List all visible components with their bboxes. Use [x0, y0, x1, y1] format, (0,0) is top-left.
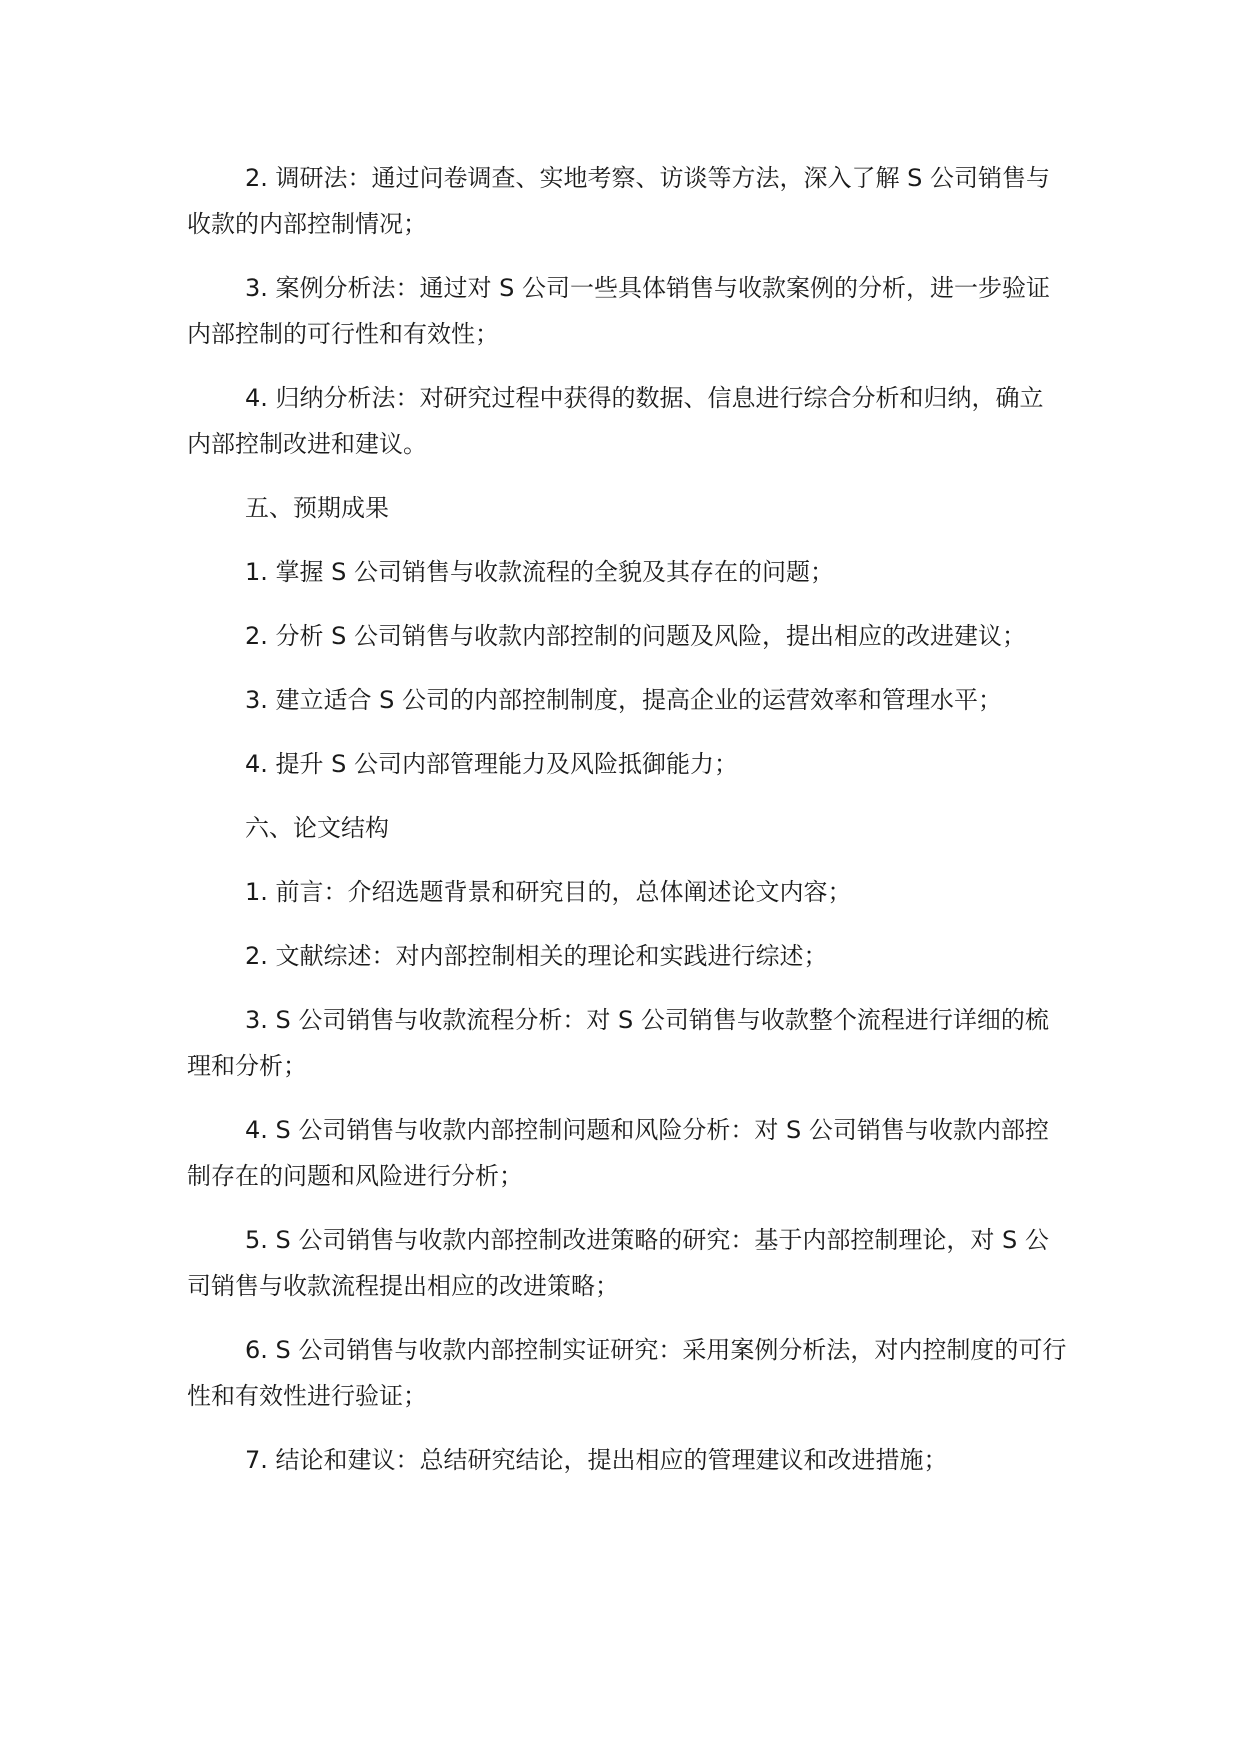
- paragraph-result-4: 4. 提升 S 公司内部管理能力及风险抵御能力；: [245, 750, 739, 778]
- paragraph-result-3: 3. 建立适合 S 公司的内部控制制度，提高企业的运营效率和管理水平；: [245, 686, 1003, 714]
- paragraph-structure-4: 4. S 公司销售与收款内部控制问题和风险分析：对 S 公司销售与收款内部控制存在的问题和风险进行分析；: [187, 1116, 1049, 1190]
- paragraph-result-2: 2. 分析 S 公司销售与收款内部控制的问题及风险，提出相应的改进建议；: [245, 622, 1027, 650]
- paragraph-result-1: 1. 掌握 S 公司销售与收款流程的全貌及其存在的问题；: [245, 558, 835, 586]
- paragraph-structure-3: 3. S 公司销售与收款流程分析：对 S 公司销售与收款整个流程进行详细的梳理和分析；: [187, 1006, 1049, 1080]
- section-heading-thesis-structure: 六、论文结构: [245, 814, 389, 842]
- paragraph-structure-1: 1. 前言：介绍选题背景和研究目的，总体阐述论文内容；: [245, 878, 852, 906]
- paragraph-structure-7: 7. 结论和建议：总结研究结论，提出相应的管理建议和改进措施；: [245, 1446, 948, 1474]
- paragraph-inductive-analysis: 4. 归纳分析法：对研究过程中获得的数据、信息进行综合分析和归纳，确立内部控制改进和建议。: [187, 384, 1044, 458]
- paragraph-research-survey: 2. 调研法：通过问卷调查、实地考察、访谈等方法，深入了解 S 公司销售与收款的内部控制情况；: [187, 164, 1051, 238]
- paragraph-structure-6: 6. S 公司销售与收款内部控制实证研究：采用案例分析法，对内控制度的可行性和有效性进行验证；: [187, 1336, 1067, 1410]
- document-body: [187, 155, 1067, 1501]
- paragraph-structure-5: 5. S 公司销售与收款内部控制改进策略的研究：基于内部控制理论，对 S 公司销售与收款流程提出相应的改进策略；: [187, 1226, 1049, 1300]
- paragraph-case-analysis: 3. 案例分析法：通过对 S 公司一些具体销售与收款案例的分析，进一步验证内部控制的可行性和有效性；: [187, 274, 1051, 348]
- paragraph-structure-2: 2. 文献综述：对内部控制相关的理论和实践进行综述；: [245, 942, 828, 970]
- section-heading-expected-results: 五、预期成果: [245, 494, 389, 522]
